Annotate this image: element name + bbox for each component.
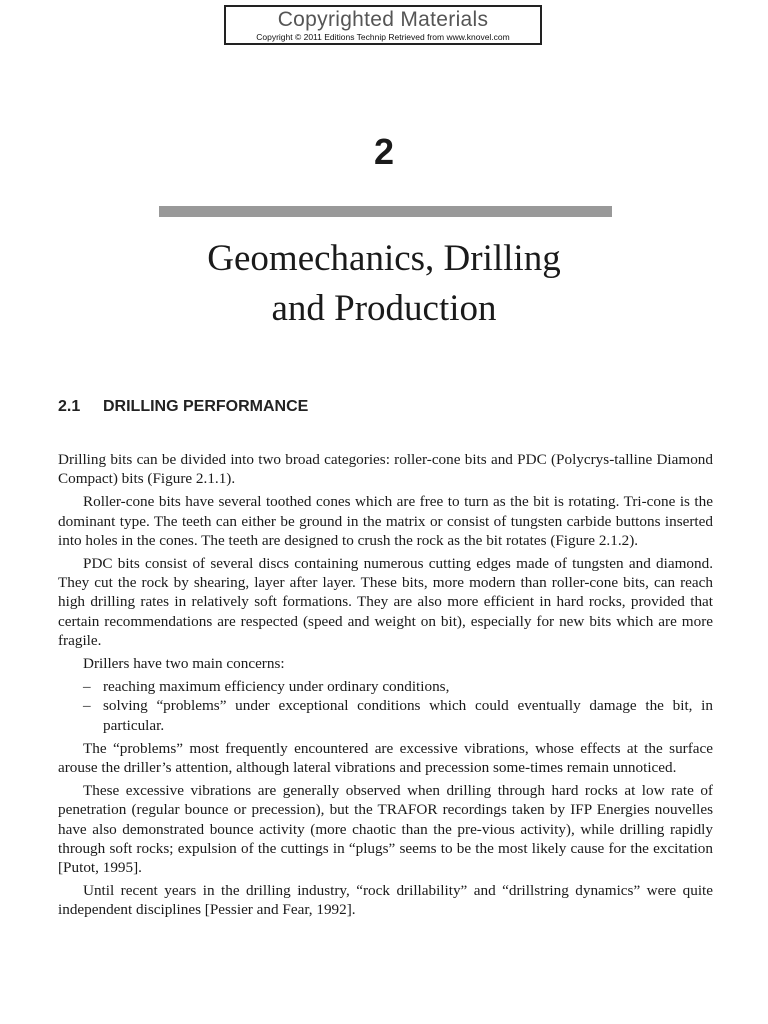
- concerns-list: [58, 677, 713, 735]
- section-title: DRILLING PERFORMANCE: [103, 398, 309, 415]
- list-item: [58, 696, 713, 734]
- paragraph: Drilling bits can be divided into two broad categories: roller-cone bits and PDC (Polycrys-talline Diamond Compact) bits (Figure 2.1.1).: [58, 451, 713, 488]
- paragraph: Drillers have two main concerns:: [83, 655, 285, 673]
- list-item-text: solving “problems” under exceptional conditions which could eventually damage the bit, in particular.: [103, 697, 713, 734]
- chapter-divider: [159, 206, 612, 217]
- paragraph: Roller-cone bits have several toothed cones which are free to turn as the bit is rotating. Tri-cone is the dominant type. The teeth can either be ground in the matrix or consist of tungsten carbide buttons inserted into holes in the cones. The teeth are designed to crush the rock as the bit rotates (Figure 2.1.2).: [58, 493, 713, 549]
- list-item: [58, 677, 713, 696]
- chapter-title-line-2: and Production: [271, 288, 497, 329]
- list-dash: –: [83, 678, 91, 696]
- paragraph: Until recent years in the drilling industry, “rock drillability” and “drillstring dynamics” were quite independent disciplines [Pessier and Fear, 1992].: [58, 882, 713, 919]
- chapter-title: [0, 234, 768, 334]
- chapter-number: 2: [373, 131, 395, 172]
- banner-title: Copyrighted Materials: [277, 8, 489, 31]
- banner-subtitle: Copyright © 2011 Editions Technip Retrieved from www.knovel.com: [256, 32, 510, 42]
- list-dash: –: [83, 697, 91, 715]
- section-number: 2.1: [58, 398, 81, 415]
- copyright-banner: [224, 5, 542, 45]
- section-heading: [58, 396, 308, 418]
- body-text: [58, 450, 713, 924]
- list-item-text: reaching maximum efficiency under ordinary conditions,: [103, 678, 450, 696]
- paragraph: The “problems” most frequently encountered are excessive vibrations, whose effects at the surface arouse the driller’s attention, although lateral vibrations and precession some-times remain unnoticed.: [58, 739, 713, 777]
- chapter-title-line-1: Geomechanics, Drilling: [207, 238, 561, 279]
- paragraph: PDC bits consist of several discs containing numerous cutting edges made of tungsten and diamond. They cut the rock by shearing, layer after layer. These bits, more modern than roller-cone bits, can reach high drilling rates in relatively soft formations. They are also more efficient in hard rocks, provided that certain recommendations are respected (speed and weight on bit), especially for new bits which are more fragile.: [58, 555, 713, 649]
- paragraph: These excessive vibrations are generally observed when drilling through hard rocks at low rate of penetration (regular bounce or precession), but the TRAFOR recordings taken by IFP Energies nouvelles have also demonstrated bounce activity (more chaotic than the pre-vious activity), while drilling rapidly through soft rocks; expulsion of the cuttings in “plugs” seems to be the most likely cause for the excitation [Putot, 1995].: [58, 782, 713, 877]
